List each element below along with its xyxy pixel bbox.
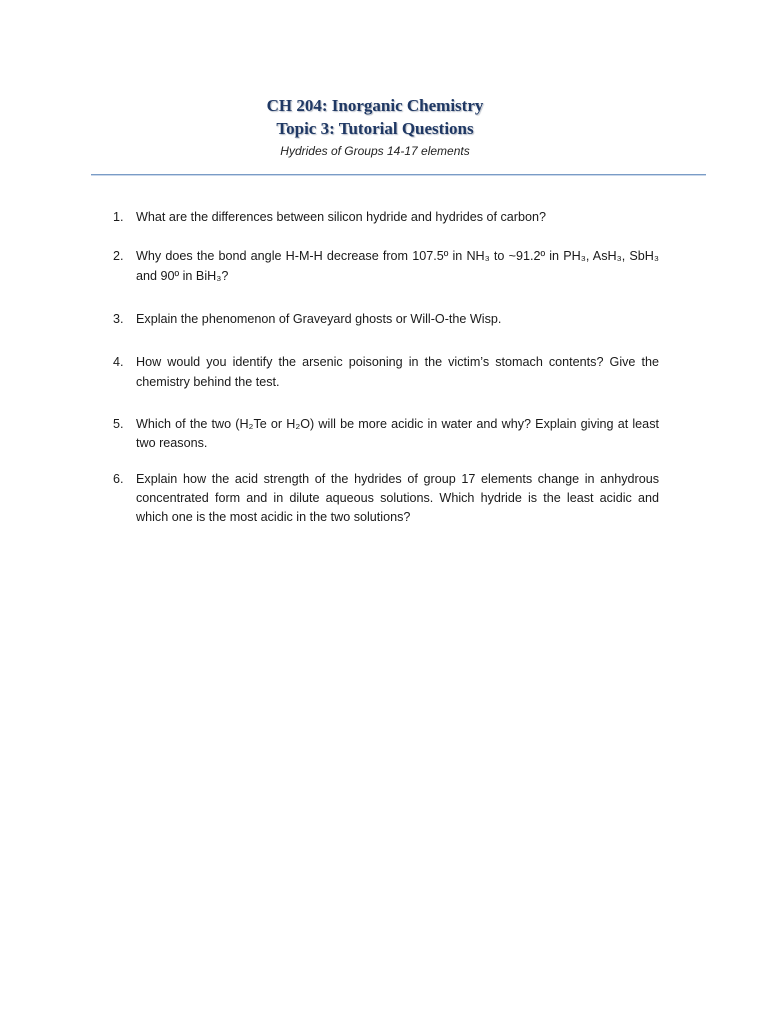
question-item	[106, 352, 659, 392]
question-number: 4.	[113, 355, 124, 369]
question-text: What are the differences between silicon hydride and hydrides of carbon?	[136, 210, 547, 224]
question-text: Explain how the acid strength of the hydrides of group 17 elements change in anhydrous concentrated form and in dilute aqueous solutions. Which hydride is the least acidic and which one is the most acidic in the two solutions?	[136, 472, 659, 524]
document-subtitle: Hydrides of Groups 14-17 elements	[280, 144, 470, 158]
question-item	[106, 415, 659, 453]
header-divider	[91, 174, 706, 175]
question-number: 3.	[113, 312, 124, 326]
document-header	[0, 94, 750, 160]
question-text: Why does the bond angle H-M-H decrease from 107.5º in NH₃ to ~91.2º in PH₃, AsH₃, SbH₃ and 90º in BiH₃?	[136, 249, 659, 283]
question-number: 1.	[113, 210, 124, 224]
question-number: 6.	[113, 472, 124, 486]
question-number: 5.	[113, 417, 124, 431]
question-item	[106, 470, 659, 527]
topic-title: Topic 3: Tutorial Questions	[276, 119, 474, 138]
question-item	[106, 309, 659, 329]
question-list	[106, 207, 659, 527]
course-title: CH 204: Inorganic Chemistry	[266, 96, 484, 115]
question-number: 2.	[113, 249, 124, 263]
question-text: Explain the phenomenon of Graveyard ghosts or Will-O-the Wisp.	[136, 312, 502, 326]
question-item	[106, 246, 659, 286]
question-item	[106, 207, 659, 227]
question-text: Which of the two (H₂Te or H₂O) will be more acidic in water and why? Explain giving at least two reasons.	[136, 417, 659, 450]
question-text: How would you identify the arsenic poisoning in the victim’s stomach contents? Give the chemistry behind the test.	[136, 355, 659, 389]
